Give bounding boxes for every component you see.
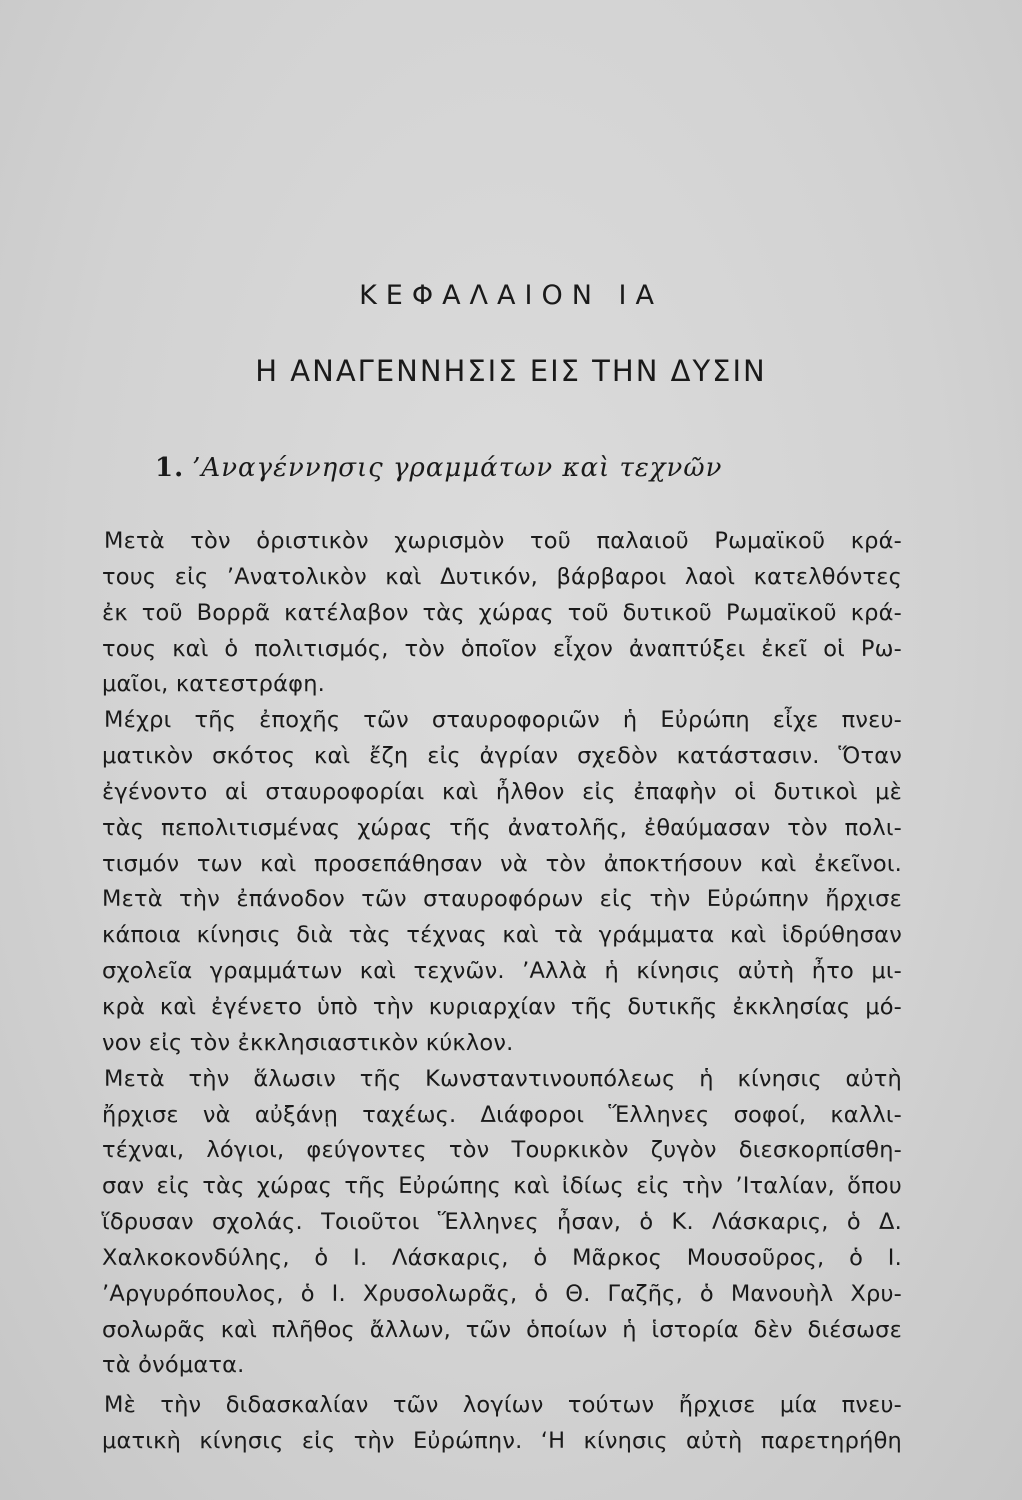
paragraph [102,1062,902,1385]
chapter-label: ΚΕΦΑΛΑΙΟΝ ΙΑ [359,280,663,311]
chapter-title: Η ΑΝΑΓΕΝΝΗΣΙΣ ΕΙΣ ΤΗΝ ΔΥΣΙΝ [255,354,767,388]
text-line: Μετὰ τὴν ἐπάνοδον τῶν σταυροφόρων εἰς τὴν Εὐρώπην ἤρχισε [102,886,902,913]
text-line: Μετὰ τὸν ὁριστικὸν χωρισμὸν τοῦ παλαιοῦ Ρωμαϊκοῦ κρά- [104,528,902,554]
text-line: τισμόν των καὶ προσεπάθησαν νὰ τὸν ἀποκτήσουν καὶ ἐκεῖνοι. [102,850,902,877]
text-line: κρὰ καὶ ἐγένετο ὑπὸ τὴν κυριαρχίαν τῆς δυτικῆς ἐκκλησίας μό- [102,993,902,1020]
paragraph [102,703,902,1061]
text-line: Μὲ τὴν διδασκαλίαν τῶν λογίων τούτων ἤρχισε μία πνευ- [104,1392,902,1419]
text-line: νον εἰς τὸν ἐκκλησιαστικὸν κύκλον. [102,1029,514,1056]
text-line: Μετὰ τὴν ἅλωσιν τῆς Κωνσταντινουπόλεως ἡ κίνησις αὐτὴ [104,1065,902,1092]
text-line: τὰς πεπολιτισμένας χώρας τῆς ἀνατολῆς, ἐθαύμασαν τὸν πολι- [102,814,902,841]
body-text [102,524,902,1460]
text-line: ματικὴ κίνησις εἰς τὴν Εὐρώπην. ‘Η κίνησις αὐτὴ παρετηρήθη [102,1428,902,1455]
paragraph [102,524,902,703]
text-line: ματικὸν σκότος καὶ ἔζη εἰς ἀγρίαν σχεδὸν κατάστασιν. Ὅταν [102,743,902,770]
text-line: ἐκ τοῦ Βορρᾶ κατέλαβον τὰς χώρας τοῦ δυτικοῦ Ρωμαϊκοῦ κρά- [102,599,902,626]
text-line: ἵδρυσαν σχολάς. Τοιοῦτοι Ἕλληνες ἦσαν, ὁ Κ. Λάσκαρις, ὁ Δ. [102,1209,902,1236]
text-line: τους εἰς ’Ανατολικὸν καὶ Δυτικόν, βάρβαροι λαοὶ κατελθόντες [102,563,902,590]
text-line: σχολεῖα γραμμάτων καὶ τεχνῶν. ’Αλλὰ ἡ κίνησις αὐτὴ ἦτο μι- [102,958,902,985]
section-number: 1. [155,453,185,483]
section-heading [155,453,875,483]
text-line: μαῖοι, κατεστράφη. [102,671,326,698]
text-line: τὰ ὀνόματα. [102,1352,245,1379]
text-line: ’Αργυρόπουλος, ὁ Ι. Χρυσολωρᾶς, ὁ Θ. Γαζῆς, ὁ Μανουὴλ Χρυ- [102,1280,902,1307]
text-line: σολωρᾶς καὶ πλῆθος ἄλλων, τῶν ὁποίων ἡ ἱστορία δὲν διέσωσε [102,1316,902,1343]
text-line: Μέχρι τῆς ἐποχῆς τῶν σταυροφοριῶν ἡ Εὐρώπη εἶχε πνευ- [104,707,902,734]
text-line: ἤρχισε νὰ αὐξάνῃ ταχέως. Διάφοροι Ἕλληνες σοφοί, καλλι- [102,1101,902,1128]
paragraph [102,1388,902,1460]
text-line: τέχναι, λόγιοι, φεύγοντες τὸν Τουρκικὸν ζυγὸν διεσκορπίσθη- [102,1137,902,1164]
text-line: Χαλκοκονδύλης, ὁ Ι. Λάσκαρις, ὁ Μᾶρκος Μουσοῦρος, ὁ Ι. [102,1244,902,1271]
text-line: κάποια κίνησις διὰ τὰς τέχνας καὶ τὰ γράμματα καὶ ἱδρύθησαν [102,922,902,949]
text-line: ἐγένοντο αἱ σταυροφορίαι καὶ ἦλθον εἰς ἐπαφὴν οἱ δυτικοὶ μὲ [102,778,902,805]
section-title: ’Αναγέννησις γραμμάτων καὶ τεχνῶν [192,453,723,483]
text-line: σαν εἰς τὰς χώρας τῆς Εὐρώπης καὶ ἰδίως εἰς τὴν ’Ιταλίαν, ὅπου [102,1173,902,1200]
text-line: τους καὶ ὁ πολιτισμός, τὸν ὁποῖον εἶχον ἀναπτύξει ἐκεῖ οἱ Ρω- [102,635,902,662]
